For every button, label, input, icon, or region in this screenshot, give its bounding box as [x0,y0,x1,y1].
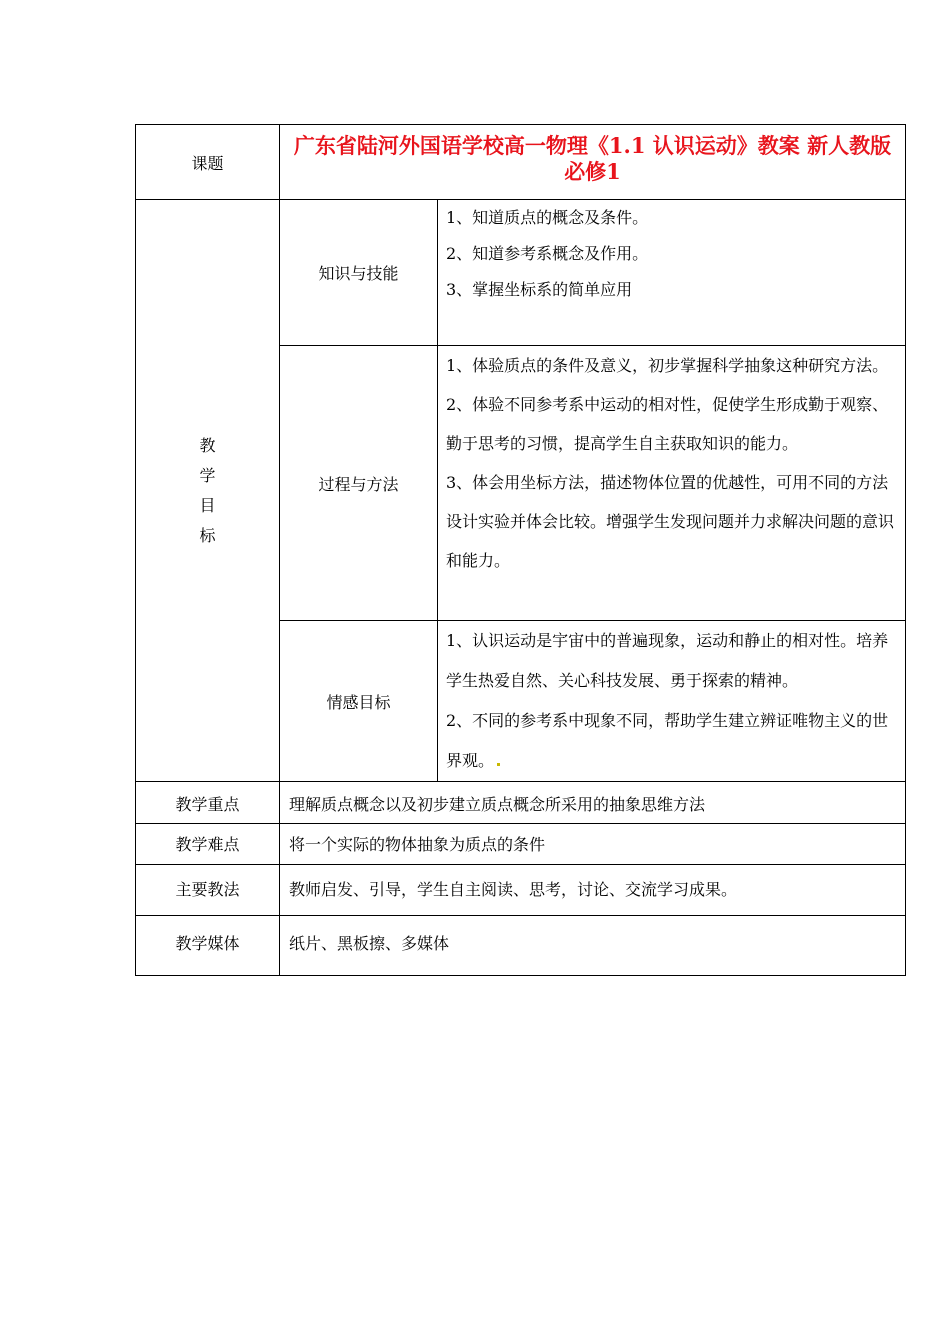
key-points-value: 理解质点概念以及初步建立质点概念所采用的抽象思维方法 [280,782,906,824]
title-row [136,125,906,200]
goal-label-char: 教 [199,435,216,455]
emotion-content [438,621,906,782]
process-item: 3、体会用坐标方法，描述物体位置的优越性，可用不同的方法设计实验并体会比较。增强学生发现问题并力求解决问题的意识和能力。 [446,473,895,570]
media-label: 教学媒体 [136,916,280,976]
knowledge-item: 2、知道参考系概念及作用。 [446,244,649,263]
emotion-item: 2、不同的参考系中现象不同，帮助学生建立辨证唯物主义的世界观。 [446,711,889,770]
knowledge-content [438,200,906,346]
process-label: 过程与方法 [280,346,438,621]
process-item: 1、体验质点的条件及意义，初步掌握科学抽象这种研究方法。 [446,356,889,375]
process-content [438,346,906,621]
topic-label: 课题 [136,125,280,200]
media-row [136,916,906,976]
media-value: 纸片、黑板擦、多媒体 [280,916,906,976]
methods-row [136,865,906,916]
knowledge-item: 1、知道质点的概念及条件。 [446,208,649,227]
emotion-label: 情感目标 [280,621,438,782]
emotion-item: 1、认识运动是宇宙中的普遍现象，运动和静止的相对性。培养学生热爱自然、关心科技发展、勇于探索的精神。 [446,631,889,690]
goal-label-char: 学 [199,465,216,485]
knowledge-item: 3、掌握坐标系的简单应用 [446,280,633,299]
difficulties-value: 将一个实际的物体抽象为质点的条件 [280,824,906,865]
lesson-title: 广东省陆河外国语学校高一物理《1.1 认识运动》教案 新人教版必修1 [280,125,906,200]
goal-label-char: 标 [199,525,216,545]
key-points-label: 教学重点 [136,782,280,824]
methods-value: 教师启发、引导，学生自主阅读、思考，讨论、交流学习成果。 [280,865,906,916]
difficulties-row [136,824,906,865]
difficulties-label: 教学难点 [136,824,280,865]
highlight-mark [497,763,500,766]
key-points-row [136,782,906,824]
knowledge-label: 知识与技能 [280,200,438,346]
methods-label: 主要教法 [136,865,280,916]
process-item: 2、体验不同参考系中运动的相对性，促使学生形成勤于观察、勤于思考的习惯，提高学生自主获取知识的能力。 [446,395,889,453]
lesson-plan-table [135,124,906,976]
goal-row-knowledge [136,200,906,346]
goal-label-char: 目 [199,495,216,515]
teaching-goals-label [136,200,280,782]
